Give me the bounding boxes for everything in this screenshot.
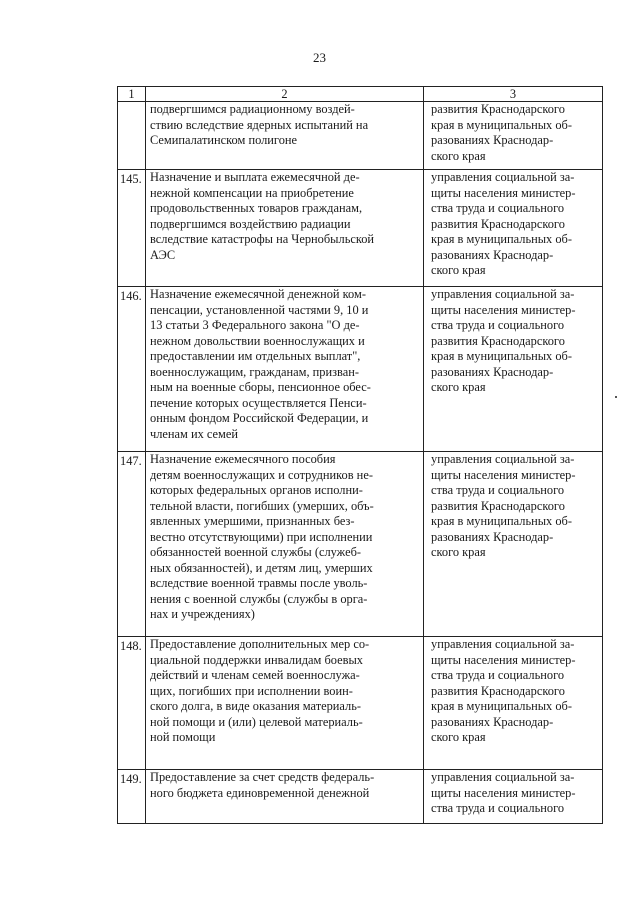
row-description: Назначение и выплата ежемесячной де- нежной компенсации на приобретение продовольственных товаров гражданам, подвергшимся воздействию радиации вследствие катастрофы на Чернобыльской АЭС [146,170,424,287]
services-table [117,86,603,824]
row-responsible: управления социальной за- щиты населения министер- ства труда и социального развития Краснодарского края в муниципальных об- разованиях Краснодар- ского края [424,170,603,287]
row-responsible: управления социальной за- щиты населения министер- ства труда и социального [424,770,603,824]
table-row [118,102,603,170]
row-number: 145. [118,170,146,287]
row-responsible: развития Краснодарского края в муниципальных об- разованиях Краснодар- ского края [424,102,603,170]
row-description: Назначение ежемесячной денежной ком- пенсации, установленной частями 9, 10 и 13 статьи 3 Федерального закона "О де- нежном довольствии военнослужащих и предоставлении им отдельных выплат", военнослужащим, гражданам, призван- ным на военные сборы, пенсионное обес- печение которых осуществляется Пенси- онным фондом Российской Федерации, и членам их семей [146,287,424,452]
row-description: Предоставление дополнительных мер со- циальной поддержки инвалидам боевых действий и членам семей военнослужа- щих, погибших при исполнении воин- ского долга, в виде оказания материаль- ной помощи и (или) целевой материаль- ной помощи [146,637,424,770]
column-header-number: 1 [118,87,146,102]
row-number: 149. [118,770,146,824]
table-header-row [118,87,603,102]
row-number: 148. [118,637,146,770]
row-description: Назначение ежемесячного пособия детям военнослужащих и сотрудников не- которых федеральных органов исполни- тельной власти, погибших (умерших, объ- явленных умершими, признанных без- вестно отсутствующими) при исполнении обязанностей военной службы (служеб- ных обязанностей), и детям лиц, умерших вследствие военной травмы после уволь- нения с военной службы (службы в орга- нах и учреждениях) [146,452,424,637]
row-description: подвергшимся радиационному воздей- ствию вследствие ядерных испытаний на Семипалатинском полигоне [146,102,424,170]
column-header-responsible: 3 [424,87,603,102]
table-row [118,637,603,770]
row-responsible: управления социальной за- щиты населения министер- ства труда и социального развития Краснодарского края в муниципальных об- разованиях Краснодар- ского края [424,452,603,637]
margin-mark [615,396,617,398]
row-responsible: управления социальной за- щиты населения министер- ства труда и социального развития Краснодарского края в муниципальных об- разованиях Краснодар- ского края [424,637,603,770]
table-row [118,287,603,452]
row-number [118,102,146,170]
page-number: 23 [313,50,326,65]
row-description: Предоставление за счет средств федераль- ного бюджета единовременной денежной [146,770,424,824]
table-row [118,170,603,287]
row-number: 147. [118,452,146,637]
column-header-description: 2 [146,87,424,102]
table-row [118,452,603,637]
table-row [118,770,603,824]
row-responsible: управления социальной за- щиты населения министер- ства труда и социального развития Краснодарского края в муниципальных об- разованиях Краснодар- ского края [424,287,603,452]
row-number: 146. [118,287,146,452]
